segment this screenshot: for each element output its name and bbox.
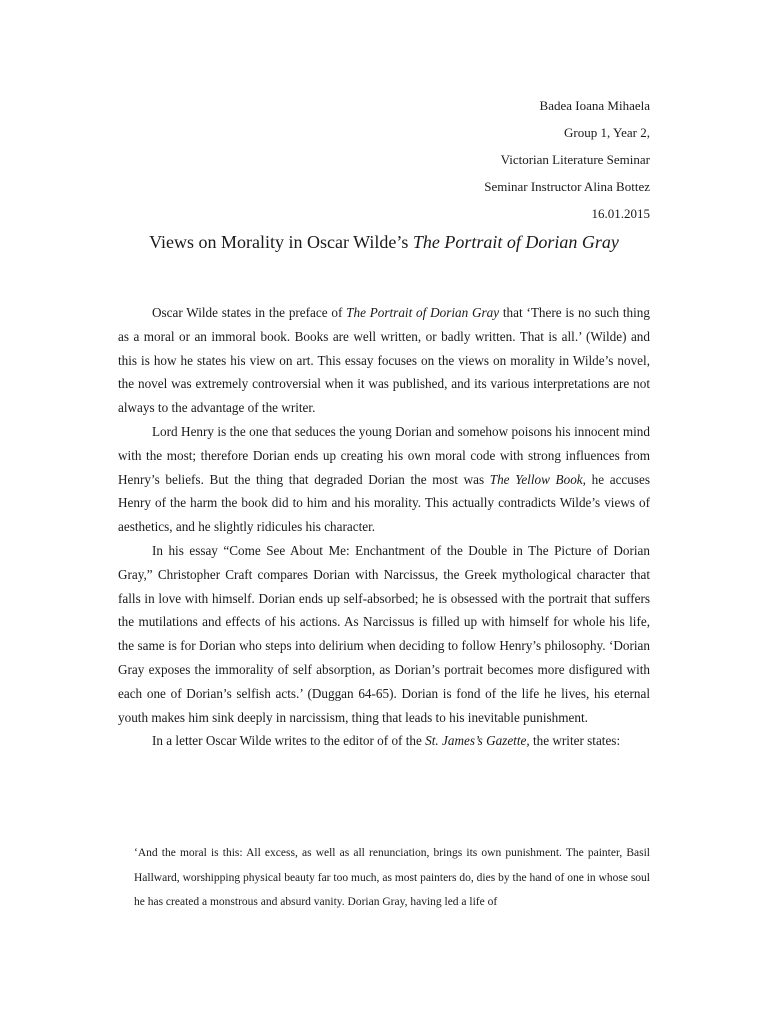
paragraph-2-book-title: The Yellow Book, <box>489 471 586 487</box>
paragraph-2-text-c: he accuses Henry of the harm the book did to him and his morality. This actually contradicts Wilde’s views of aesthetics, and he slightly ridicules his character. <box>118 471 650 535</box>
paragraph-2-text-a: Lord Henry is the one that seduces the young Dorian and somehow poisons his innocent mind with the most; therefore Dorian ends up creating his own moral code with strong influences from Henry’s beliefs. But the thing that degraded Dorian the most was <box>118 423 650 487</box>
essay-title-book: The Portrait of Dorian Gray <box>412 232 619 252</box>
essay-title <box>0 232 768 253</box>
author-name: Badea Ioana Mihaela <box>539 98 650 113</box>
instructor-name: Seminar Instructor Alina Bottez <box>484 179 650 194</box>
paragraph-1 <box>118 301 650 420</box>
submission-date: 16.01.2015 <box>591 206 650 221</box>
paragraph-3: In his essay “Come See About Me: Enchantment of the Double in The Picture of Dorian Gray,” Christopher Craft compares Dorian with Narcissus, the Greek mythological character that falls in love with himself. Dorian ends up self-absorbed; he is obsessed with the portrait that suffers the mutilations and effects of his actions. As Narcissus is filled up with himself for whole his life, the same is for Dorian who steps into delirium when deciding to follow Henry’s philosophy. ‘Dorian Gray exposes the immorality of self absorption, as Dorian’s portrait becomes more disfigured with each one of Dorian’s selfish acts.’ (Duggan 64-65). Dorian is fond of the life he lives, his eternal youth makes him sink deeply in narcissism, thing that leads to his inevitable punishment. <box>118 542 650 725</box>
paragraph-4-gazette-title: St. James’s Gazette, <box>425 733 530 749</box>
block-quote <box>134 841 650 915</box>
paragraph-4-text-c: the writer states: <box>529 733 621 749</box>
author-header <box>484 92 650 227</box>
paragraph-1-text-c: that ‘There is no such thing as a moral or an immoral book. Books are well written, or badly written. That is all.’ (Wilde) and this is how he states his view on art. This essay focuses on the views on morality in Wilde’s novel, the novel was extremely controversial when it was published, and its various interpretations are not always to the advantage of the writer. <box>118 305 650 416</box>
paragraph-1-text-a: Oscar Wilde states in the preface of <box>152 305 347 320</box>
paragraph-1-book-title: The Portrait of Dorian Gray <box>346 305 500 320</box>
group-year: Group 1, Year 2, <box>564 125 650 140</box>
course-name: Victorian Literature Seminar <box>500 152 650 167</box>
essay-body <box>118 301 650 753</box>
paragraph-4 <box>118 729 650 753</box>
quote-text: ‘And the moral is this: All excess, as well as all renunciation, brings its own punishment. The painter, Basil Hallward, worshipping physical beauty far too much, as most painters do, dies by the hand of one in whose soul he has created a monstrous and absurd vanity. Dorian Gray, having led a life of <box>134 847 650 908</box>
paragraph-2 <box>118 420 650 539</box>
paragraph-4-text-a: In a letter Oscar Wilde writes to the editor of of the <box>152 733 426 749</box>
essay-title-prefix: Views on Morality in Oscar Wilde’s <box>149 232 413 252</box>
